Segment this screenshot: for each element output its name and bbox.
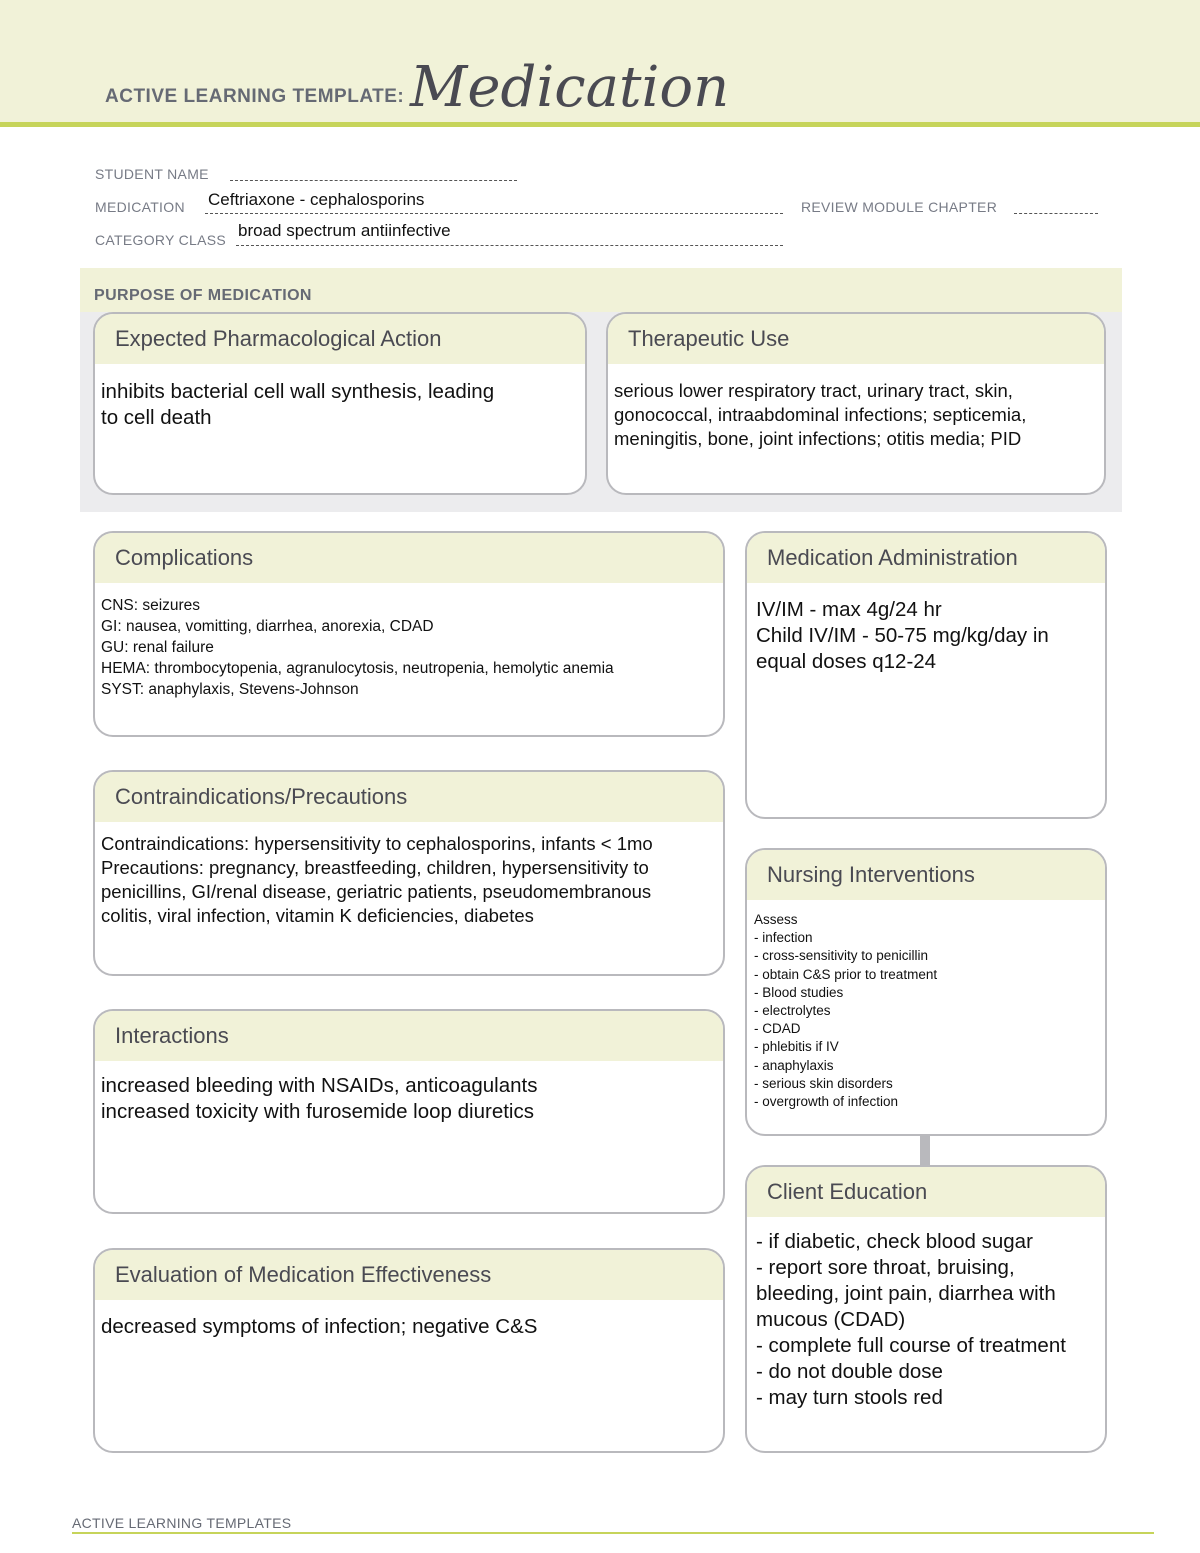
template-label: ACTIVE LEARNING TEMPLATE: (105, 86, 405, 107)
nursing-interventions-title: Nursing Interventions (747, 850, 1105, 900)
therapeutic-use-text[interactable]: serious lower respiratory tract, urinary tract, skin, gonococcal, intraabdominal infections; septicemia, meningitis, bone, joint infections; otitis media; PID (614, 380, 1027, 449)
category-class-label: CATEGORY CLASS (95, 232, 227, 248)
category-class-value: broad spectrum antiinfective (238, 221, 451, 240)
template-title: Medication (410, 55, 730, 120)
nursing-interventions-card (745, 848, 1107, 1136)
footer-label: ACTIVE LEARNING TEMPLATES (72, 1515, 292, 1531)
expected-action-text[interactable]: inhibits bacterial cell wall synthesis, leading to cell death (101, 380, 495, 429)
contraindications-title: Contraindications/Precautions (95, 772, 723, 822)
client-education-card (745, 1165, 1107, 1453)
interactions-title: Interactions (95, 1011, 723, 1061)
expected-action-title: Expected Pharmacological Action (95, 314, 585, 364)
client-education-text[interactable]: - if diabetic, check blood sugar - report sore throat, bruising, bleeding, joint pain, diarrhea with mucous (CDAD) - complete full course of treatment - do not double dose - may turn stools red (756, 1230, 1066, 1409)
expected-action-card (93, 312, 587, 495)
complications-text[interactable]: CNS: seizures GI: nausea, vomitting, diarrhea, anorexia, CDAD GU: renal failure HEMA: thrombocytopenia, agranulocytosis, neutropenia, hemolytic anemia SYST: anaphylaxis, Stevens-Johnson (101, 597, 614, 698)
evaluation-title: Evaluation of Medication Effectiveness (95, 1250, 723, 1300)
medication-value: Ceftriaxone - cephalosporins (208, 190, 425, 209)
medication-label: MEDICATION (95, 199, 185, 215)
medication-administration-title: Medication Administration (747, 533, 1105, 583)
evaluation-text[interactable]: decreased symptoms of infection; negative C&S (101, 1315, 538, 1338)
review-module-field[interactable] (1014, 213, 1098, 214)
interactions-text[interactable]: increased bleeding with NSAIDs, anticoagulants increased toxicity with furosemide loop diuretics (101, 1074, 538, 1123)
card-connector (920, 1135, 930, 1167)
review-module-label: REVIEW MODULE CHAPTER (801, 199, 998, 215)
medication-administration-text[interactable]: IV/IM - max 4g/24 hr Child IV/IM - 50-75 mg/kg/day in equal doses q12-24 (756, 598, 1049, 673)
footer-divider (72, 1532, 1154, 1534)
student-name-label: STUDENT NAME (95, 166, 209, 182)
interactions-card (93, 1009, 725, 1214)
header-divider (0, 122, 1200, 127)
medication-administration-card (745, 531, 1107, 819)
student-name-field[interactable] (230, 180, 517, 181)
complications-card (93, 531, 725, 737)
contraindications-text[interactable]: Contraindications: hypersensitivity to cephalosporins, infants < 1mo Precautions: pregnancy, breastfeeding, children, hypersensitivity to penicillins, GI/renal disease, geriatric patients, pseudomembranous colitis, viral infection, vitamin K deficiencies, diabetes (101, 833, 653, 926)
purpose-label: PURPOSE OF MEDICATION (94, 287, 312, 304)
therapeutic-use-title: Therapeutic Use (608, 314, 1104, 364)
category-class-field[interactable] (236, 245, 783, 246)
contraindications-card (93, 770, 725, 976)
complications-title: Complications (95, 533, 723, 583)
medication-field[interactable] (205, 213, 783, 214)
therapeutic-use-card (606, 312, 1106, 495)
evaluation-card (93, 1248, 725, 1453)
client-education-title: Client Education (747, 1167, 1105, 1217)
nursing-interventions-text[interactable]: Assess - infection - cross-sensitivity to penicillin - obtain C&S prior to treatment - Blood studies - electrolytes - CDAD - phlebitis if IV - anaphylaxis - serious skin disorders - overgrowth of infection (754, 912, 938, 1110)
